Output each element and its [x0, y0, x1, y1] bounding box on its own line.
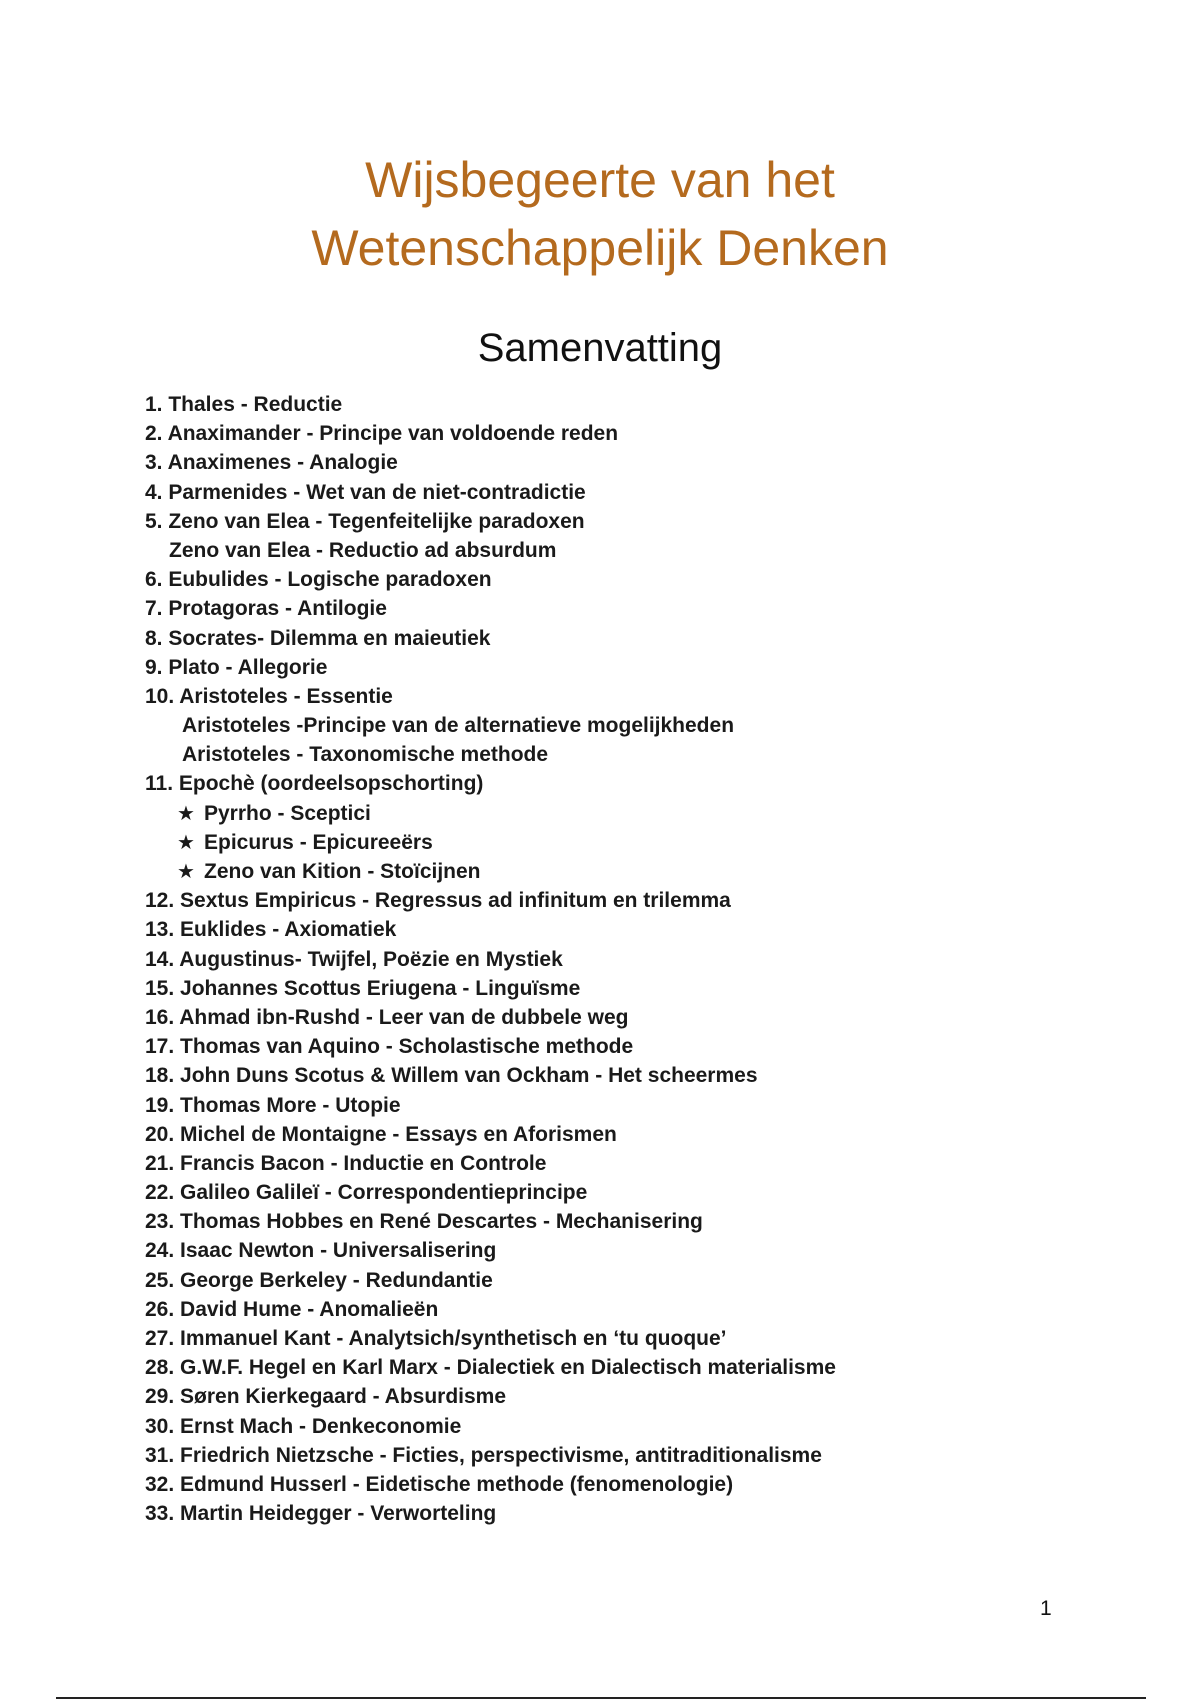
toc-item: 10. Aristoteles - Essentie [145, 684, 393, 708]
toc-item: 26. David Hume - Anomalieën [145, 1297, 439, 1321]
table-of-contents [145, 390, 1145, 1528]
toc-item: 19. Thomas More - Utopie [145, 1093, 401, 1117]
toc-item: 30. Ernst Mach - Denkeconomie [145, 1414, 462, 1438]
toc-item: 20. Michel de Montaigne - Essays en Aforismen [145, 1122, 617, 1146]
toc-item: 29. Søren Kierkegaard - Absurdisme [145, 1385, 507, 1409]
toc-item: 3. Anaximenes - Analogie [145, 451, 398, 475]
toc-item: 21. Francis Bacon - Inductie en Controle [145, 1151, 547, 1175]
footer-divider [56, 1697, 1146, 1699]
toc-item: 2. Anaximander - Principe van voldoende reden [145, 422, 619, 446]
title-line-2: Wetenschappelijk Denken [311, 220, 889, 276]
toc-item: 33. Martin Heidegger - Verworteling [145, 1502, 497, 1526]
document-title [0, 146, 1200, 282]
star-icon: ★ [177, 800, 195, 825]
toc-star-item [145, 828, 1145, 857]
star-icon: ★ [177, 829, 195, 854]
toc-item: 17. Thomas van Aquino - Scholastische methode [145, 1035, 634, 1059]
star-icon: ★ [177, 859, 195, 883]
toc-star-item-label: Epicurus - Epicureeërs [204, 830, 433, 854]
toc-star-item [145, 799, 1145, 828]
document-subtitle: Samenvatting [477, 326, 723, 370]
toc-star-item [145, 857, 1145, 886]
toc-item: 9. Plato - Allegorie [145, 655, 328, 679]
toc-item: 28. G.W.F. Hegel en Karl Marx - Dialectiek en Dialectisch materialisme [145, 1356, 836, 1380]
toc-subitem: Aristoteles -Principe van de alternatieve mogelijkheden [182, 714, 735, 738]
toc-item: 16. Ahmad ibn-Rushd - Leer van de dubbele weg [145, 1005, 629, 1029]
toc-item: 13. Euklides - Axiomatiek [145, 918, 397, 942]
toc-item: 5. Zeno van Elea - Tegenfeitelijke paradoxen [145, 509, 585, 533]
toc-item: 4. Parmenides - Wet van de niet-contradictie [145, 480, 586, 504]
toc-item: 15. Johannes Scottus Eriugena - Linguïsme [145, 976, 581, 1000]
toc-item: 6. Eubulides - Logische paradoxen [145, 568, 492, 592]
toc-subitem: Aristoteles - Taxonomische methode [182, 743, 549, 767]
toc-item: 7. Protagoras - Antilogie [145, 597, 387, 621]
toc-item: 24. Isaac Newton - Universalisering [145, 1239, 497, 1263]
toc-item: 1. Thales - Reductie [145, 393, 343, 416]
toc-item: 11. Epochè (oordeelsopschorting) [145, 772, 484, 796]
toc-subitem: Zeno van Elea - Reductio ad absurdum [169, 538, 557, 562]
toc-item: 22. Galileo Galileï - Correspondentieprincipe [145, 1181, 588, 1205]
toc-item: 31. Friedrich Nietzsche - Ficties, perspectivisme, antitraditionalisme [145, 1443, 822, 1467]
toc-item: 23. Thomas Hobbes en René Descartes - Mechanisering [145, 1210, 703, 1234]
toc-item: 14. Augustinus- Twijfel, Poëzie en Mystiek [145, 947, 563, 971]
toc-item: 12. Sextus Empiricus - Regressus ad infinitum en trilemma [145, 889, 731, 913]
toc-star-item-label: Pyrrho - Sceptici [204, 801, 371, 825]
page-number: 1 [1040, 1597, 1052, 1620]
toc-item: 25. George Berkeley - Redundantie [145, 1268, 493, 1292]
toc-star-item-label: Zeno van Kition - Stoïcijnen [204, 860, 481, 883]
toc-item: 8. Socrates- Dilemma en maieutiek [145, 626, 491, 650]
toc-item: 18. John Duns Scotus & Willem van Ockham - Het scheermes [145, 1064, 758, 1088]
toc-item: 27. Immanuel Kant - Analytsich/synthetisch en ‘tu quoque’ [145, 1327, 727, 1350]
toc-item: 32. Edmund Husserl - Eidetische methode (fenomenologie) [145, 1472, 734, 1496]
title-line-1: Wijsbegeerte van het [365, 152, 835, 208]
